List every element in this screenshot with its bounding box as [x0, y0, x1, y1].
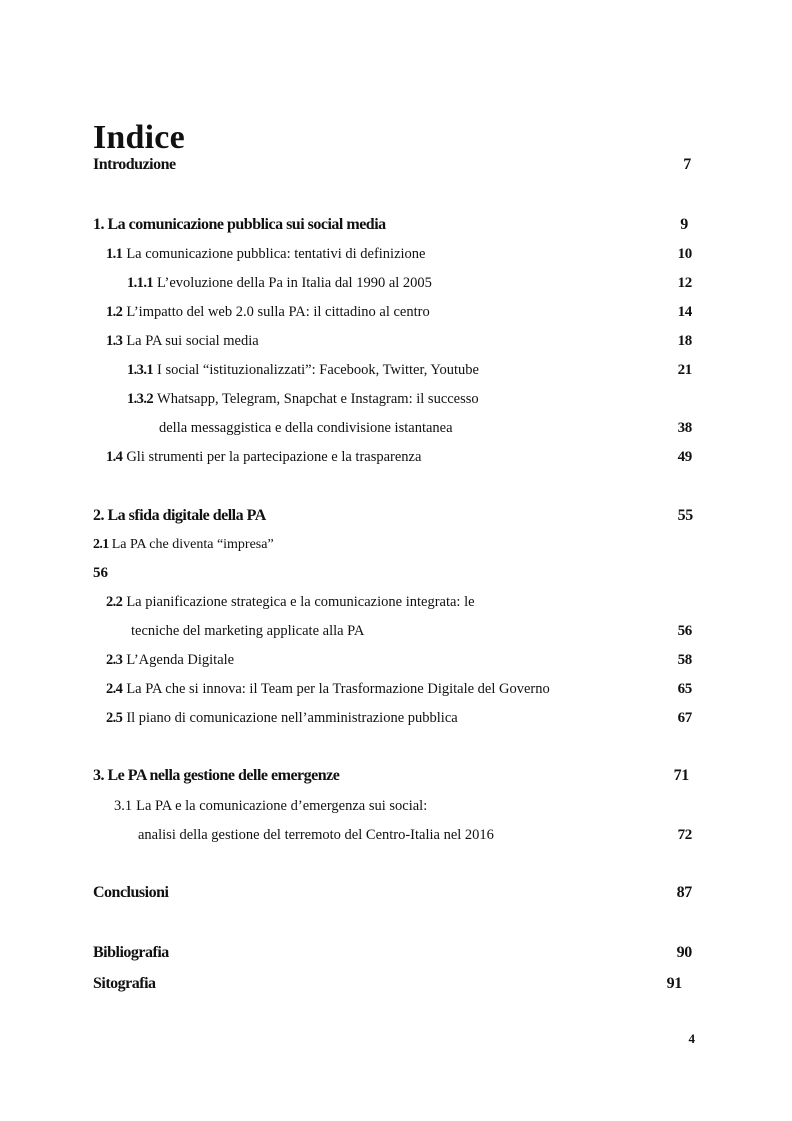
toc-s1-3-1-num: 1.3.1 — [127, 362, 154, 378]
toc-sitography-page: 91 — [666, 975, 682, 992]
toc-s3-1-page: 72 — [677, 827, 692, 843]
toc-s2-2[interactable] — [106, 592, 475, 612]
toc-s2-1[interactable] — [93, 535, 274, 555]
toc-s1-3-page: 18 — [677, 333, 692, 349]
toc-sitography-label[interactable]: Sitografia — [93, 975, 156, 992]
toc-s2-3-num: 2.3 — [106, 652, 123, 668]
toc-s2-2-num: 2.2 — [106, 594, 123, 610]
toc-s2-5-label: Il piano di comunicazione nell’amministrazione pubblica — [126, 710, 458, 726]
toc-intro-label[interactable]: Introduzione — [93, 156, 176, 173]
toc-s2-3-label: L’Agenda Digitale — [126, 652, 235, 668]
toc-ch2-label[interactable]: 2. La sfida digitale della PA — [93, 507, 266, 524]
toc-s1-2-label: L’impatto del web 2.0 sulla PA: il cittadino al centro — [126, 304, 430, 320]
toc-s1-3-label: La PA sui social media — [126, 333, 259, 349]
toc-s1-3[interactable] — [106, 331, 259, 351]
toc-s2-4-page: 65 — [677, 681, 692, 697]
toc-s1-1[interactable] — [106, 244, 425, 264]
toc-s1-3-2[interactable] — [127, 389, 479, 409]
toc-s3-1-label-cont[interactable]: analisi della gestione del terremoto del Centro-Italia nel 2016 — [138, 827, 494, 843]
page-number: 4 — [688, 1031, 695, 1046]
page-title: Indice — [93, 118, 185, 156]
toc-ch1-label[interactable]: 1. La comunicazione pubblica sui social media — [93, 216, 386, 233]
toc-conclusions-page: 87 — [676, 884, 692, 901]
toc-s2-2-label: La pianificazione strategica e la comunicazione integrata: le — [126, 594, 475, 610]
toc-s1-2[interactable] — [106, 302, 430, 322]
toc-s3-1-num: 3.1 — [114, 798, 133, 814]
toc-s2-1-num: 2.1 — [93, 537, 109, 552]
toc-s2-5[interactable] — [106, 708, 458, 728]
toc-s3-1[interactable] — [114, 796, 427, 816]
toc-conclusions-label[interactable]: Conclusioni — [93, 884, 169, 901]
toc-s1-3-1-label: I social “istituzionalizzati”: Facebook, Twitter, Youtube — [157, 362, 479, 378]
toc-s1-4-num: 1.4 — [106, 449, 123, 465]
toc-s1-1-1[interactable] — [127, 273, 432, 293]
toc-s1-3-2-num: 1.3.2 — [127, 391, 154, 407]
toc-s2-1-page: 56 — [93, 565, 108, 581]
toc-s2-3-page: 58 — [677, 652, 692, 668]
toc-s2-5-page: 67 — [677, 710, 692, 726]
toc-ch2-page: 55 — [677, 507, 693, 524]
toc-s1-1-label: La comunicazione pubblica: tentativi di definizione — [126, 246, 426, 262]
toc-ch1-page: 9 — [680, 216, 688, 233]
toc-s1-1-page: 10 — [677, 246, 692, 262]
toc-s1-3-1-page: 21 — [677, 362, 692, 378]
toc-intro-page: 7 — [683, 156, 691, 173]
toc-bibliography-label[interactable]: Bibliografia — [93, 944, 169, 961]
toc-s1-1-1-num: 1.1.1 — [127, 275, 154, 291]
toc-s3-1-label: La PA e la comunicazione d’emergenza sui social: — [136, 798, 428, 814]
toc-bibliography-page: 90 — [676, 944, 692, 961]
toc-s1-3-2-label: Whatsapp, Telegram, Snapchat e Instagram: il successo — [157, 391, 479, 407]
toc-s1-1-num: 1.1 — [106, 246, 123, 262]
toc-s2-5-num: 2.5 — [106, 710, 123, 726]
toc-s1-3-1[interactable] — [127, 360, 479, 380]
toc-s1-1-1-label: L’evoluzione della Pa in Italia dal 1990 al 2005 — [157, 275, 432, 291]
toc-s1-2-num: 1.2 — [106, 304, 123, 320]
toc-s2-3[interactable] — [106, 650, 234, 670]
toc-s2-4-label: La PA che si innova: il Team per la Trasformazione Digitale del Governo — [126, 681, 550, 697]
toc-s1-3-2-page: 38 — [677, 420, 692, 436]
toc-s2-1-label: La PA che diventa “impresa” — [111, 537, 274, 552]
toc-s2-4[interactable] — [106, 679, 550, 699]
toc-s1-4-label: Gli strumenti per la partecipazione e la trasparenza — [126, 449, 422, 465]
toc-ch3-label[interactable]: 3. Le PA nella gestione delle emergenze — [93, 767, 340, 784]
toc-s1-1-1-page: 12 — [677, 275, 692, 291]
toc-s1-4[interactable] — [106, 447, 421, 467]
toc-s2-4-num: 2.4 — [106, 681, 123, 697]
toc-s1-3-num: 1.3 — [106, 333, 123, 349]
toc-ch3-page: 71 — [673, 767, 689, 784]
toc-s1-3-2-label-cont[interactable]: della messaggistica e della condivisione istantanea — [159, 420, 453, 436]
toc-s1-4-page: 49 — [677, 449, 692, 465]
toc-s2-2-page: 56 — [677, 623, 692, 639]
toc-s2-2-label-cont[interactable]: tecniche del marketing applicate alla PA — [131, 623, 365, 639]
toc-s1-2-page: 14 — [677, 304, 692, 320]
